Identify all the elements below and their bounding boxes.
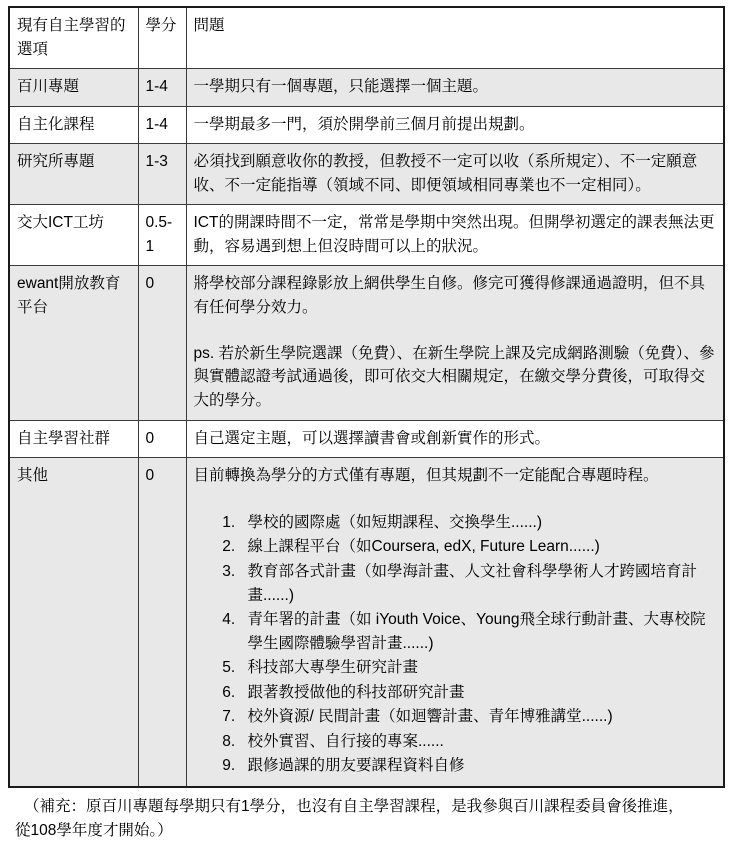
cell-credit: 1-4 (138, 69, 186, 107)
list-item: 8. 校外實習、自行接的專案...... (240, 730, 717, 754)
issue-paragraph: 必須找到願意收你的教授，但教授不一定可以收（系所規定）、不一定願意收、不一定能指導（領域不同、即便領域相同專業也不一定相同）。 (193, 153, 698, 194)
other-options-list (194, 511, 717, 778)
column-header-issue: 問題 (186, 7, 724, 69)
list-item: 3. 教育部各式計畫（如學海計畫、人文社會科學學術人才跨國培育計畫......) (240, 560, 717, 607)
table-row (9, 106, 724, 144)
list-item: 4. 青年署的計畫（如 iYouth Voice、Young飛全球行動計畫、大專校院學生國際體驗學習計畫......) (240, 608, 717, 655)
table-body (9, 69, 724, 787)
list-item: 6. 跟著教授做他的科技部研究計畫 (240, 681, 717, 705)
cell-issue (186, 144, 724, 205)
cell-credit: 1-4 (138, 106, 186, 144)
list-item: 9. 跟修過課的朋友要課程資料自修 (240, 754, 717, 778)
issue-paragraph-note: ps. 若於新生學院選課（免費）、在新生學院上課及完成網路測驗（免費）、參與實體認證考試通過後，即可依交大相關規定，在繳交學分費後，可取得交大的學分。 (193, 344, 715, 410)
table-row (9, 69, 724, 107)
issue-paragraph: 將學校部分課程錄影放上網供學生自修。修完可獲得修課通過證明，但不具有任何學分效力。 (193, 275, 706, 316)
cell-credit: 0 (138, 458, 186, 787)
self-learning-options-table (8, 6, 725, 788)
footnote (8, 795, 723, 844)
cell-issue (186, 266, 724, 420)
cell-option: 百川專題 (9, 69, 138, 107)
cell-option: 交大ICT工坊 (9, 205, 138, 266)
issue-paragraph: 一學期最多一門，須於開學前三個月前提出規劃。 (193, 115, 535, 133)
issue-paragraph: 一學期只有一個專題，只能選擇一個主題。 (193, 78, 489, 96)
table-header (9, 7, 724, 69)
list-item: 2. 線上課程平台（如Coursera, edX, Future Learn......) (240, 535, 717, 559)
table-row (9, 205, 724, 266)
cell-option: 研究所專題 (9, 144, 138, 205)
cell-credit: 0.5-1 (138, 205, 186, 266)
cell-issue (186, 458, 724, 787)
cell-option: 自主學習社群 (9, 420, 138, 458)
table-row (9, 458, 724, 787)
column-header-credit: 學分 (138, 7, 186, 69)
issue-paragraph: ICT的開課時間不一定，常常是學期中突然出現。但開學初選定的課表無法更動，容易遇到想上但沒時間可以上的狀況。 (193, 214, 715, 255)
list-item: 5. 科技部大專學生研究計畫 (240, 656, 717, 680)
cell-credit: 0 (138, 266, 186, 420)
cell-option: 其他 (9, 458, 138, 787)
table-row (9, 144, 724, 205)
cell-option: ewant開放教育平台 (9, 266, 138, 420)
issue-paragraph: 自己選定主題，可以選擇讀書會或創新實作的形式。 (193, 429, 551, 447)
column-header-option: 現有自主學習的選項 (9, 7, 138, 69)
cell-issue (186, 205, 724, 266)
table-header-row (9, 7, 724, 69)
cell-option: 自主化課程 (9, 106, 138, 144)
footnote-line-1: （補充：原百川專題每學期只有1學分，也沒有自主學習課程，是我參與百川課程委員會後推進， (24, 797, 684, 815)
list-item: 7. 校外資源/ 民間計畫（如迴響計畫、青年博雅講堂......) (240, 705, 717, 729)
footnote-line-2: 從108學年度才開始。） (15, 822, 173, 840)
issue-paragraph: 目前轉換為學分的方式僅有專題，但其規劃不一定能配合專題時程。 (193, 467, 659, 485)
cell-issue (186, 69, 724, 107)
cell-issue (186, 420, 724, 458)
cell-issue (186, 106, 724, 144)
cell-credit: 0 (138, 420, 186, 458)
table-row (9, 420, 724, 458)
table-row (9, 266, 724, 420)
list-item: 1. 學校的國際處（如短期課程、交換學生......) (240, 511, 717, 535)
cell-credit: 1-3 (138, 144, 186, 205)
